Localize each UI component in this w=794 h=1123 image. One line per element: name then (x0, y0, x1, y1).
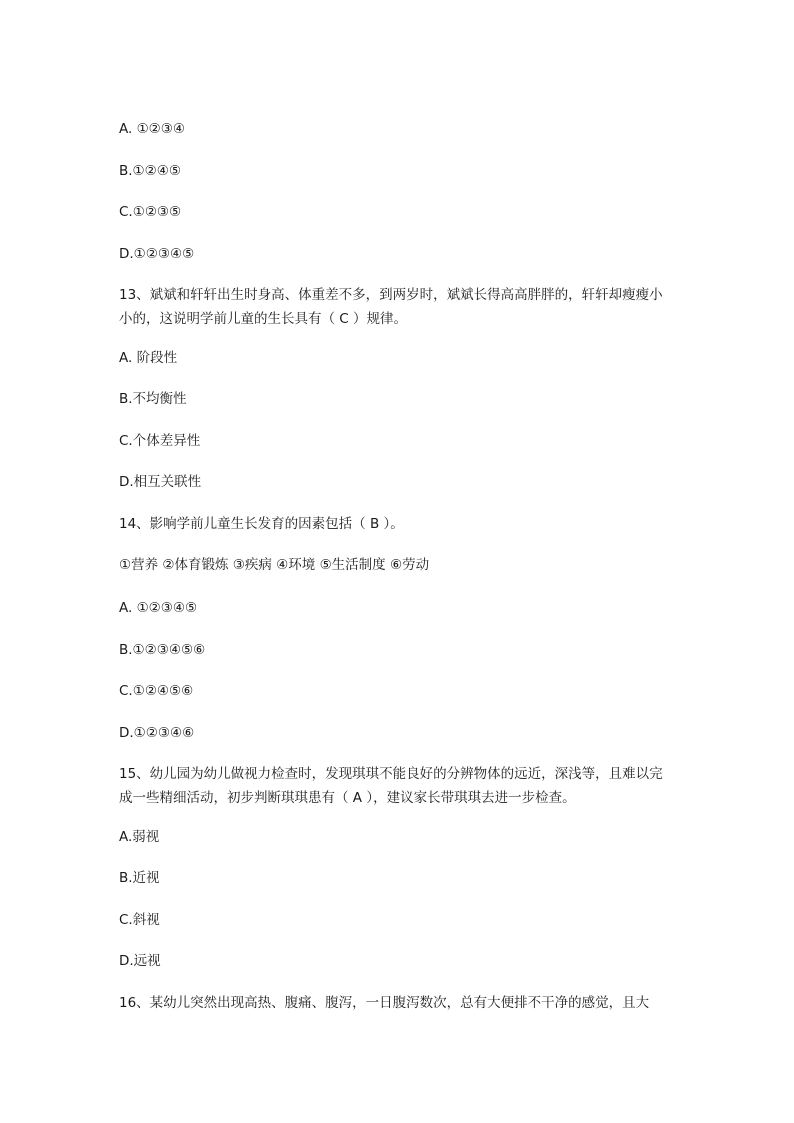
q13-option-a: A. 阶段性 (119, 350, 178, 366)
question-16: 16、某幼儿突然出现高热、腹痛、腹泻，一日腹泻数次，总有大便排不干净的感觉，且大 (119, 995, 650, 1011)
q12-option-b: B.①②④⑤ (119, 163, 181, 179)
q15-option-a: A.弱视 (119, 829, 160, 845)
q14-option-b: B.①②③④⑤⑥ (119, 642, 206, 658)
q15-option-d: D.远视 (119, 953, 161, 969)
q15-option-b: B.近视 (119, 870, 160, 886)
q14-option-d: D.①②③④⑥ (119, 725, 195, 741)
q14-option-a: A. ①②③④⑤ (119, 600, 198, 616)
q13-option-d: D.相互关联性 (119, 474, 202, 490)
q12-option-c: C.①②③⑤ (119, 204, 182, 220)
q14-factors: ①营养 ②体育锻炼 ③疾病 ④环境 ⑤生活制度 ⑥劳动 (119, 557, 430, 573)
question-15: 15、幼儿园为幼儿做视力检查时，发现琪琪不能良好的分辨物体的远近，深浅等，且难以完成一些精细活动，初步判断琪琪患有（ A ），建议家长带琪琪去进一步检查。 (119, 766, 663, 806)
q15-option-c: C.斜视 (119, 912, 160, 928)
q14-option-c: C.①②④⑤⑥ (119, 683, 194, 699)
question-14: 14、影响学前儿童生长发育的因素包括（ B ）。 (119, 516, 404, 532)
q13-option-b: B.不均衡性 (119, 391, 187, 407)
q13-option-c: C.个体差异性 (119, 433, 201, 449)
question-13: 13、斌斌和轩轩出生时身高、体重差不多，到两岁时，斌斌长得高高胖胖的，轩轩却瘦瘦小小的，这说明学前儿童的生长具有（ C ）规律。 (119, 287, 663, 327)
q12-option-a: A. ①②③④ (119, 121, 185, 137)
q12-option-d: D.①②③④⑤ (119, 246, 195, 262)
